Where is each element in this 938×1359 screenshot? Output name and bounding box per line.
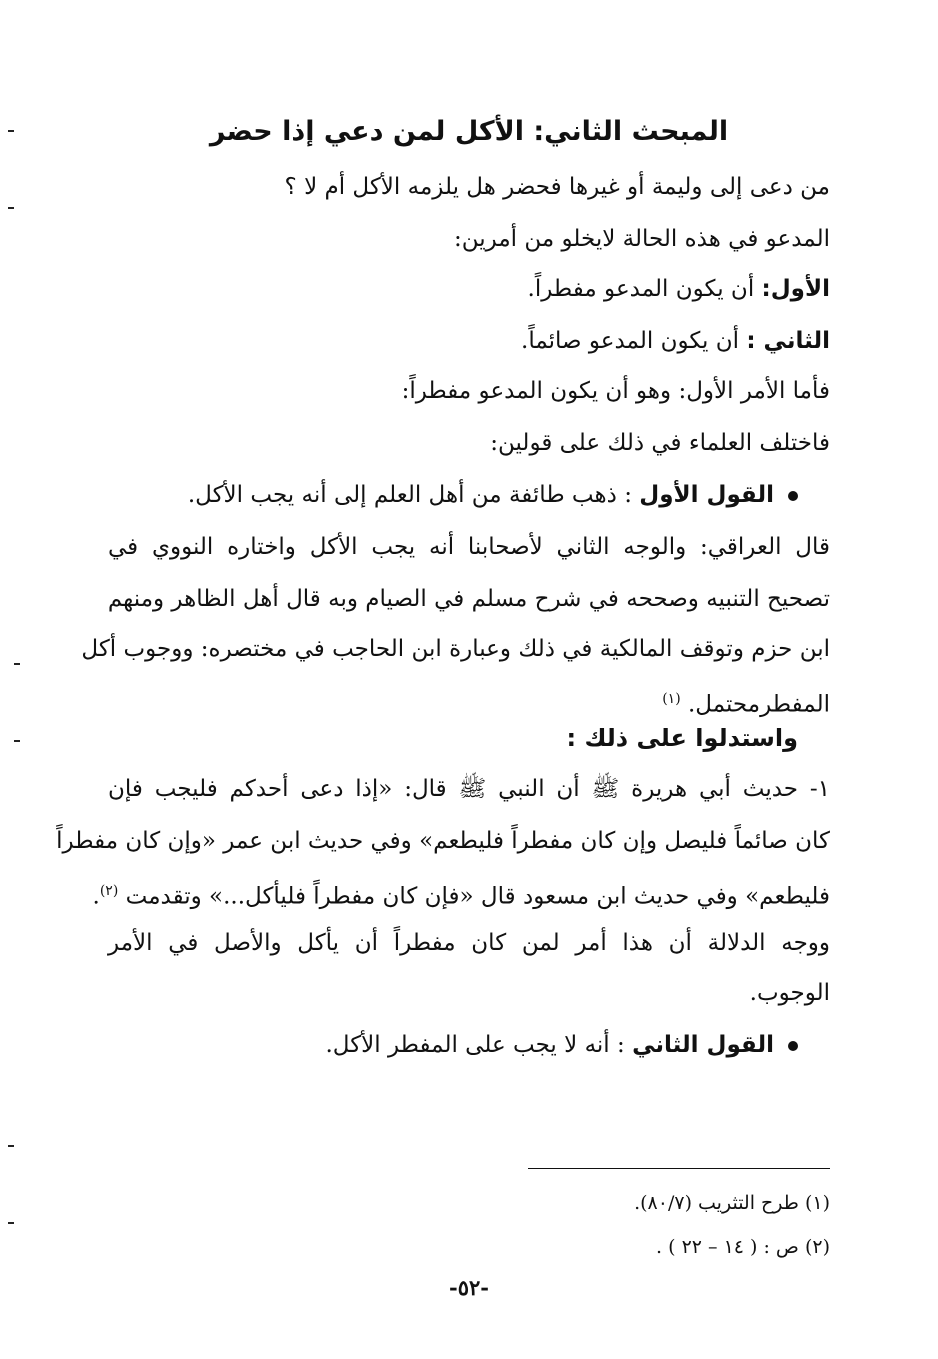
page-number: -٥٢- [449, 1275, 489, 1300]
footnote-ref: (٢) [99, 883, 119, 899]
item-label-first: الأول: [761, 276, 830, 302]
item-text: أن يكون المدعو مفطراً. [527, 276, 762, 302]
bullet-item [108, 480, 798, 510]
paragraph-line: ابن حزم وتوقف المالكية في ذلك وعبارة ابن الحاجب في مختصره: ووجوب أكل [81, 636, 830, 662]
text-line [108, 274, 830, 304]
margin-mark [8, 1222, 14, 1224]
paragraph-line: فليطعم» وفي حديث ابن مسعود قال «فإن كان مفطراً فليأكل...» وتقدمت $^{(٢)}$. [92, 883, 830, 910]
text-line: فاختلف العلماء في ذلك على قولين: [490, 430, 830, 456]
margin-mark [8, 1145, 14, 1147]
item-label-second: الثاني : [746, 328, 830, 354]
section-heading: واستدلوا على ذلك : [566, 724, 798, 752]
item-text: أن يكون المدعو صائماً. [521, 328, 747, 354]
paragraph-line [108, 684, 830, 720]
bullet-item [108, 1030, 798, 1060]
margin-mark [8, 207, 14, 209]
footnote-divider [528, 1168, 830, 1169]
bullet-text: : أنه لا يجب على المفطر الأكل. [325, 1032, 633, 1058]
paragraph-text: المفطرمحتمل. [687, 691, 830, 718]
margin-mark [8, 130, 14, 132]
text-line: فأما الأمر الأول: وهو أن يكون المدعو مفطراً: [401, 378, 830, 404]
bullet-text: : ذهب طائفة من أهل العلم إلى أنه يجب الأكل. [187, 482, 640, 508]
bullet-label: القول الأول [639, 482, 774, 508]
text-line: المدعو في هذه الحالة لايخلو من أمرين: [454, 226, 830, 252]
paragraph-line: قال العراقي: والوجه الثاني لأصحابنا أنه يجب الأكل واختاره النووي في [108, 534, 830, 560]
paragraph-line: ووجه الدلالة أن هذا أمر لمن كان مفطراً أن يأكل والأصل في الأمر [108, 930, 830, 956]
text-line: من دعى إلى وليمة أو غيرها فحضر هل يلزمه الأكل أم لا ؟ [284, 174, 830, 200]
margin-mark [14, 740, 20, 742]
bullet-label: القول الثاني [632, 1032, 774, 1058]
paragraph-line: ١- حديث أبي هريرة ﷺ أن النبي ﷺ قال: «إذا دعى أحدكم فليجب فإن [108, 776, 830, 802]
bullet-icon [788, 491, 798, 501]
page-title: المبحث الثاني: الأكل لمن دعي إذا حضر [209, 116, 729, 147]
paragraph-line: كان صائماً فليصل وإن كان مفطراً فليطعم» وفي حديث ابن عمر «وإن كان مفطراً [56, 828, 830, 854]
margin-mark [14, 663, 20, 665]
footnote: (١) طرح التثريب (٨٠/٧). [634, 1192, 830, 1214]
bullet-icon [788, 1041, 798, 1051]
paragraph-line: تصحيح التنبيه وصححه في شرح مسلم في الصيام وبه قال أهل الظاهر ومنهم [107, 586, 830, 612]
footnote: (٢) ص : ( ١٤ – ٢٢ ) . [656, 1236, 830, 1258]
paragraph-text: فليطعم» وفي حديث ابن مسعود قال «فإن كان مفطراً فليأكل...» وتقدمت [125, 883, 830, 910]
footnote-ref: (١) [662, 691, 681, 707]
text-line [108, 326, 830, 356]
paragraph-line: الوجوب. [749, 980, 830, 1006]
